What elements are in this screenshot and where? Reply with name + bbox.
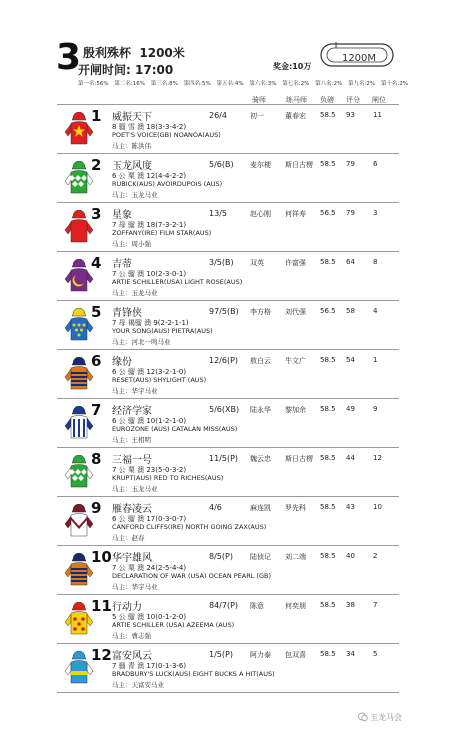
horse-info: 5 公 骝 澳 10(0-1-2-0) <box>112 613 187 621</box>
horse-info: 6 公 骝 澳 10(1-2-1-0) <box>112 417 187 425</box>
horse-info: 7 公 栗 澳 24(2-5-4-4) <box>112 564 187 572</box>
runner-number: 6 <box>91 352 102 370</box>
pedigree: ARTIE SCHILLER (USA) AZEEMA (AUS) <box>112 621 235 629</box>
jockey-name: 赵心刚 <box>250 210 271 218</box>
owner: 马主：赵春 <box>112 534 145 542</box>
col-rating: 评分 <box>346 96 360 104</box>
race-start-time <box>78 61 173 78</box>
jockey-name: 魏云忠 <box>250 455 271 463</box>
rating: 64 <box>346 258 355 266</box>
probability-6: 第六名:3% <box>249 81 277 87</box>
rating: 79 <box>346 209 355 217</box>
owner: 马主：陈洪伟 <box>112 142 151 150</box>
weight: 58.5 <box>320 405 336 413</box>
trainer-name: 许富强 <box>285 259 306 267</box>
weight: 58.5 <box>320 503 336 511</box>
trainer-name: 罗先科 <box>285 504 306 512</box>
runner-row[interactable] <box>57 349 399 398</box>
rating: 38 <box>346 601 355 609</box>
runner-row[interactable] <box>57 447 399 496</box>
horse-name: 威振天下 <box>112 112 152 123</box>
trainer-name: 何祥寿 <box>285 210 306 218</box>
weight: 58.5 <box>320 111 336 119</box>
trainer-name: 包双喜 <box>285 651 306 659</box>
runner-number: 2 <box>91 156 102 174</box>
horse-name: 星象 <box>112 210 132 221</box>
odds: 97/5(B) <box>209 307 239 316</box>
runner-row[interactable] <box>57 104 399 153</box>
probability-4: 第四名:5% <box>183 81 211 87</box>
runner-number: 3 <box>91 205 102 223</box>
rating: 34 <box>346 650 355 658</box>
odds: 1/5(P) <box>209 650 233 659</box>
rating: 79 <box>346 160 355 168</box>
race-name: 殷利殊杯 <box>83 46 132 60</box>
col-trainer: 练马师 <box>286 96 307 104</box>
draw: 8 <box>373 258 378 266</box>
weight: 58.5 <box>320 356 336 364</box>
trainer-name: 何奕朋 <box>285 602 306 610</box>
owner: 马主：王相明 <box>112 436 151 444</box>
prize-money: 奖金:10万 <box>273 62 312 71</box>
probability-9: 第九名:2% <box>347 81 376 87</box>
horse-name: 缘份 <box>112 357 132 368</box>
start-time-value: 17:00 <box>135 63 174 77</box>
runner-row[interactable] <box>57 251 399 300</box>
jockey-name: 李方格 <box>250 308 271 316</box>
runner-row[interactable] <box>57 594 399 643</box>
win-probability-strip <box>78 79 408 87</box>
runner-list <box>57 104 399 693</box>
horse-info: 7 母 骝 澳 18(7-3-2-1) <box>112 221 187 229</box>
owner: 马主：华宇马业 <box>112 387 158 395</box>
jockey-name: 陆永华 <box>250 406 271 414</box>
runner-row[interactable] <box>57 643 399 693</box>
draw: 6 <box>373 160 378 168</box>
owner: 马主：河北一鸣马业 <box>112 338 171 346</box>
probability-2: 第二名:16% <box>114 81 145 87</box>
trainer-name: 斯日古楞 <box>285 455 313 463</box>
weight: 58.5 <box>320 160 336 168</box>
runner-number: 5 <box>91 303 102 321</box>
track-distance-label: 1200M <box>341 53 377 64</box>
pedigree: BRADBURY'S LUCK(AUS) EIGHT BUCKS A HIT(AUS) <box>112 670 275 678</box>
draw: 2 <box>373 552 378 560</box>
rating: 44 <box>346 454 355 462</box>
horse-name: 华宇雄风 <box>112 553 152 564</box>
odds: 11/5(P) <box>209 454 239 463</box>
draw: 11 <box>373 111 382 119</box>
odds: 3/5(B) <box>209 258 234 267</box>
horse-info: 8 骝 雪 澳 18(3-3-4-2) <box>112 123 187 131</box>
odds: 12/6(P) <box>209 356 239 365</box>
draw: 9 <box>373 405 378 413</box>
owner: 马主：玉龙马业 <box>112 191 158 199</box>
jockey-name: 敖白云 <box>250 357 271 365</box>
runner-row[interactable] <box>57 496 399 545</box>
horse-name: 三福一号 <box>112 455 152 466</box>
draw: 7 <box>373 601 378 609</box>
trainer-name: 董春宏 <box>285 112 306 120</box>
runner-number: 12 <box>91 646 112 664</box>
horse-name: 富安风云 <box>112 651 152 662</box>
horse-info: 6 公 骝 澳 17(0-3-0-7) <box>112 515 187 523</box>
wechat-icon <box>358 712 368 722</box>
pedigree: ARTIE SCHILLER(USA) LIGHT ROSE(AUS) <box>112 278 243 286</box>
jockey-name: 陆侦记 <box>250 553 271 561</box>
horse-name: 雁春凌云 <box>112 504 152 515</box>
jockey-name: 双英 <box>250 259 264 267</box>
trainer-name: 刘二端 <box>285 553 306 561</box>
col-jockey: 骑师 <box>252 96 266 104</box>
runner-row[interactable] <box>57 153 399 202</box>
runner-number: 1 <box>91 107 102 125</box>
pedigree: ZOFFANY(IRE) FILM STAR(AUS) <box>112 229 212 237</box>
horse-info: 6 公 栗 澳 12(4-4-2-2) <box>112 172 187 180</box>
pedigree: KRUPT(AUS) RED TO RICHES(AUS) <box>112 474 224 482</box>
rating: 40 <box>346 552 355 560</box>
horse-info: 7 公 骝 澳 10(2-3-0-1) <box>112 270 187 278</box>
horse-info: 7 母 褐骝 澳 9(2-2-1-1) <box>112 319 189 327</box>
start-time-label: 开闸时间: <box>78 63 131 77</box>
race-number: 3 <box>56 37 82 78</box>
probability-10: 第十名:2% <box>380 81 408 87</box>
odds: 8/5(P) <box>209 552 233 561</box>
col-weight: 负磅 <box>320 96 334 104</box>
horse-name: 青锋侠 <box>112 308 142 319</box>
odds: 5/6(XB) <box>209 405 240 414</box>
rating: 58 <box>346 307 355 315</box>
trainer-name: 牛文广 <box>285 357 306 365</box>
pedigree: YOUR SONG(AUS) PIETRA(AUS) <box>112 327 213 335</box>
draw: 12 <box>373 454 382 462</box>
odds: 84/7(P) <box>209 601 239 610</box>
weight: 58.5 <box>320 601 336 609</box>
race-title <box>83 44 185 61</box>
pedigree: DECLARATION OF WAR (USA) OCEAN PEARL (GB) <box>112 572 271 580</box>
runner-number: 11 <box>91 597 112 615</box>
draw: 5 <box>373 650 378 658</box>
weight: 58.5 <box>320 258 336 266</box>
horse-name: 行动力 <box>112 602 142 613</box>
horse-info: 6 公 骝 澳 12(3-2-1-0) <box>112 368 187 376</box>
horse-name: 玉龙风度 <box>112 161 152 172</box>
odds: 13/5 <box>209 209 227 218</box>
horse-name: 吉蒂 <box>112 259 132 270</box>
race-distance: 1200米 <box>139 46 185 60</box>
rating: 43 <box>346 503 355 511</box>
odds: 4/6 <box>209 503 222 512</box>
horse-name: 经济学家 <box>112 406 152 417</box>
draw: 3 <box>373 209 378 217</box>
owner: 马主：玉龙马业 <box>112 485 158 493</box>
horse-info: 7 公 栗 澳 23(5-0-3-2) <box>112 466 187 474</box>
runner-number: 9 <box>91 499 102 517</box>
draw: 10 <box>373 503 382 511</box>
odds: 5/6(B) <box>209 160 234 169</box>
runner-number: 7 <box>91 401 102 419</box>
pedigree: RUBICK(AUS) AVOIRDUPOIS (AUS) <box>112 180 223 188</box>
probability-1: 第一名:56% <box>78 81 109 87</box>
owner: 马主：天富安马业 <box>112 681 164 689</box>
weight: 58.5 <box>320 552 336 560</box>
owner: 马主：华宇马业 <box>112 583 158 591</box>
rating: 93 <box>346 111 355 119</box>
rating: 49 <box>346 405 355 413</box>
horse-info: 7 骝 青 澳 17(0-1-3-6) <box>112 662 187 670</box>
jockey-name: 初一 <box>250 112 264 120</box>
weight: 58.5 <box>320 454 336 462</box>
owner: 马主：周小强 <box>112 240 151 248</box>
draw: 1 <box>373 356 378 364</box>
pedigree: POET'S VOICE(GB) NOANOA(AUS) <box>112 131 221 139</box>
probability-5: 第五名:4% <box>216 81 244 87</box>
runner-row[interactable] <box>57 300 399 349</box>
brand-watermark: 玉龙马会 <box>370 713 402 722</box>
probability-7: 第七名:2% <box>282 81 310 87</box>
jockey-name: 麦尔梗 <box>250 161 271 169</box>
rating: 54 <box>346 356 355 364</box>
weight: 58.5 <box>320 650 336 658</box>
jockey-name: 麻连凯 <box>250 504 271 512</box>
jockey-name: 陈意 <box>250 602 264 610</box>
runner-row[interactable] <box>57 202 399 251</box>
runner-row[interactable] <box>57 545 399 594</box>
pedigree: RESET(AUS) SHYLIGHT (AUS) <box>112 376 207 384</box>
probability-8: 第八名:2% <box>315 81 343 87</box>
runner-number: 10 <box>91 548 112 566</box>
trainer-name: 刘代强 <box>285 308 306 316</box>
trainer-name: 斯日古楞 <box>285 161 313 169</box>
runner-number: 4 <box>91 254 102 272</box>
jockey-name: 阿力泰 <box>250 651 271 659</box>
weight: 56.5 <box>320 209 336 217</box>
runner-row[interactable] <box>57 398 399 447</box>
runner-number: 8 <box>91 450 102 468</box>
probability-3: 第三名:8% <box>150 81 178 87</box>
odds: 26/4 <box>209 111 227 120</box>
pedigree: EUROZONE (AUS) CATALAN MISS(AUS) <box>112 425 238 433</box>
col-draw: 闸位 <box>372 96 386 104</box>
draw: 4 <box>373 307 378 315</box>
owner: 马主：玉龙马业 <box>112 289 158 297</box>
pedigree: CANFORD CLIFFS(IRE) NORTH GOING ZAX(AUS) <box>112 523 267 531</box>
owner: 马主：曹志强 <box>112 632 151 640</box>
trainer-name: 黎加余 <box>285 406 306 414</box>
race-header <box>0 0 450 100</box>
weight: 56.5 <box>320 307 336 315</box>
